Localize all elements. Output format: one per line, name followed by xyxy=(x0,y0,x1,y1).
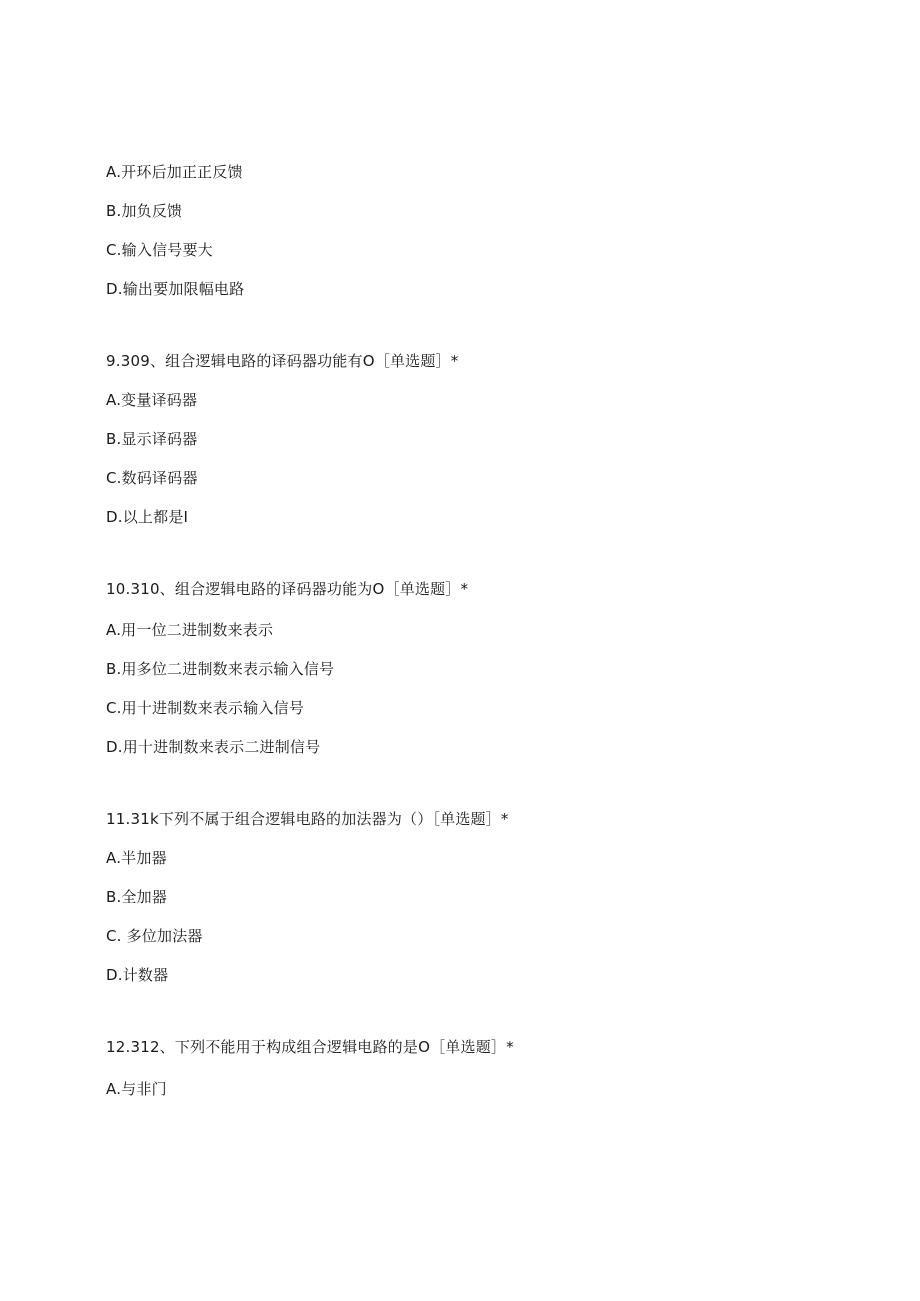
q9-option-d: D.以上都是I xyxy=(106,508,189,526)
q11-option-a: A.半加器 xyxy=(106,849,167,867)
option-b: B.加负反馈 xyxy=(106,202,183,220)
option-d: D.输出要加限幅电路 xyxy=(106,280,245,298)
q10-option-a: A.用一位二进制数来表示 xyxy=(106,621,274,639)
question-10: 10.310、组合逻辑电路的译码器功能为O［单选题］* xyxy=(106,580,469,598)
option-c: C.输入信号要大 xyxy=(106,241,213,259)
question-11: 11.31k下列不属于组合逻辑电路的加法器为（）［单选题］* xyxy=(106,810,509,828)
q11-option-c: C. 多位加法器 xyxy=(106,927,203,945)
q11-option-d: D.计数器 xyxy=(106,966,169,984)
q9-option-c: C.数码译码器 xyxy=(106,469,198,487)
q9-option-b: B.显示译码器 xyxy=(106,430,198,448)
option-a: A.开环后加正正反馈 xyxy=(106,163,243,181)
q12-option-a: A.与非门 xyxy=(106,1080,167,1098)
question-9: 9.309、组合逻辑电路的译码器功能有O［单选题］* xyxy=(106,352,459,370)
q10-option-d: D.用十进制数来表示二进制信号 xyxy=(106,738,321,756)
q11-option-b: B.全加器 xyxy=(106,888,168,906)
question-12: 12.312、下列不能用于构成组合逻辑电路的是O［单选题］* xyxy=(106,1038,514,1056)
q9-option-a: A.变量译码器 xyxy=(106,391,198,409)
q10-option-b: B.用多位二进制数来表示输入信号 xyxy=(106,660,335,678)
q10-option-c: C.用十进制数来表示输入信号 xyxy=(106,699,305,717)
